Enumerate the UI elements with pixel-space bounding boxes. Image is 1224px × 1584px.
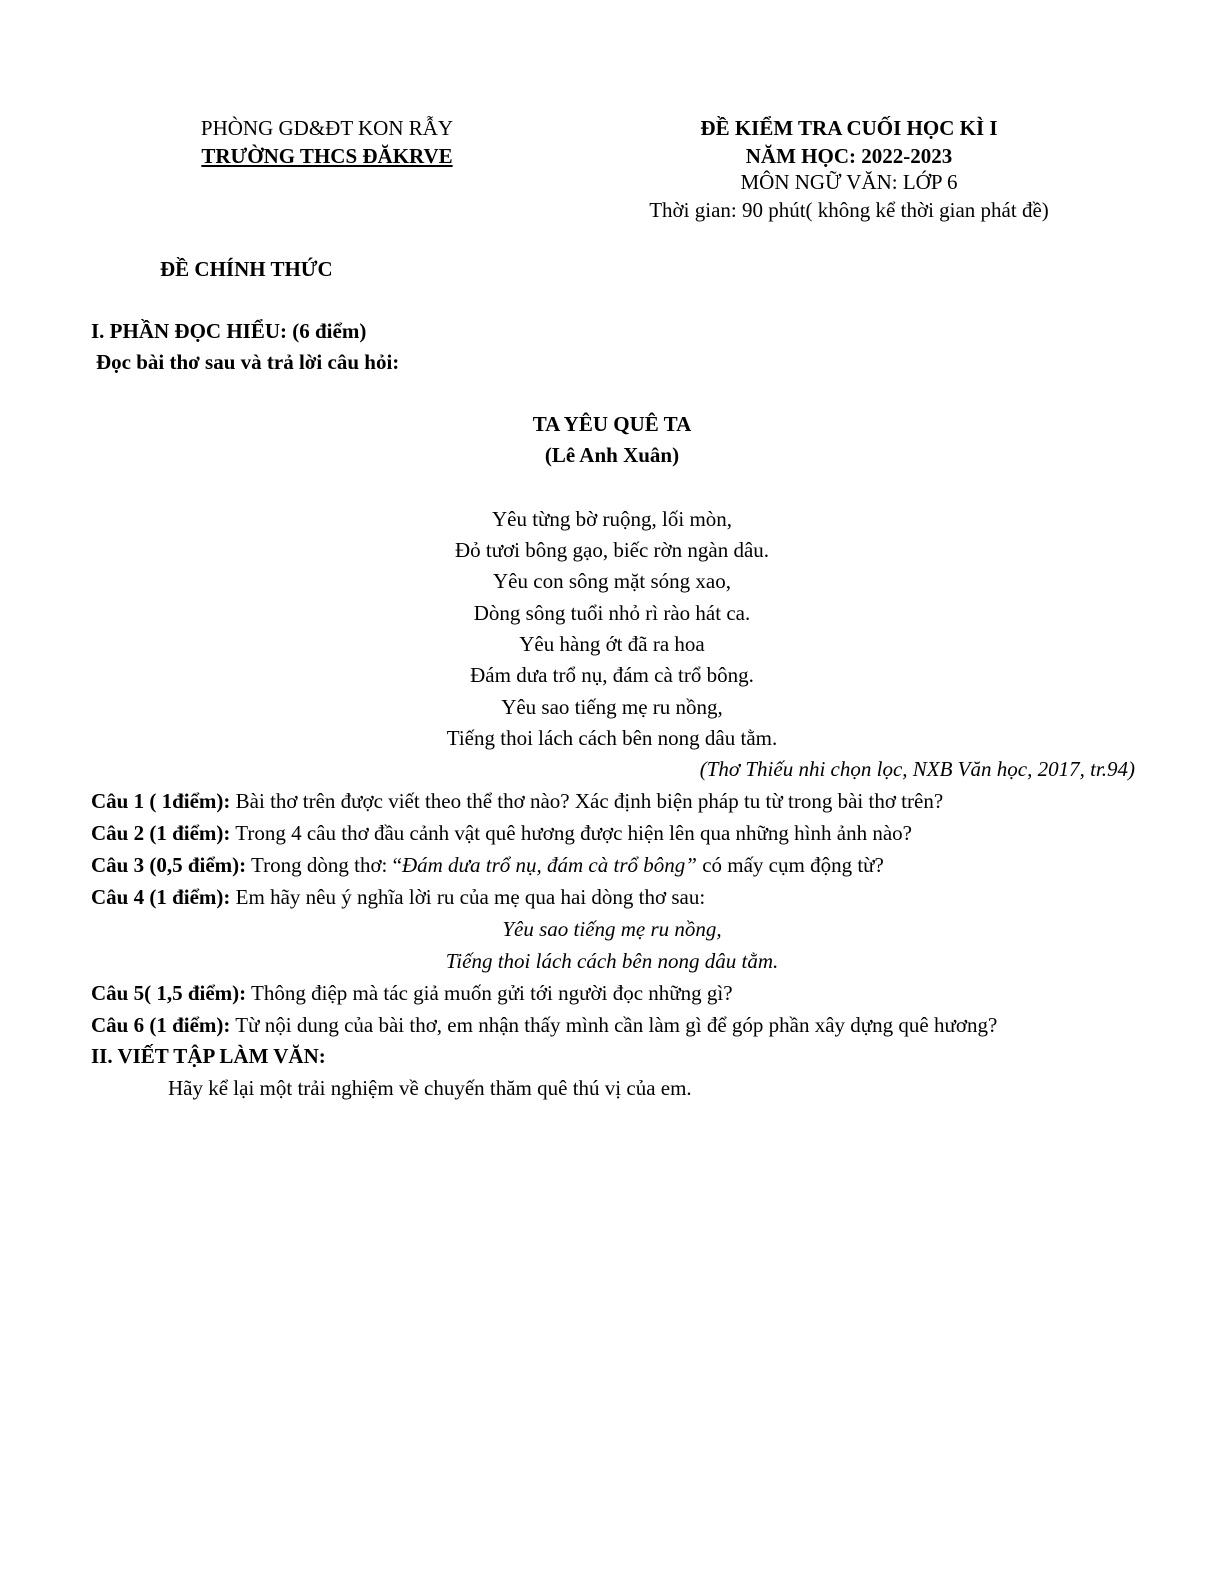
poem-line: Yêu sao tiếng mẹ ru nồng, [501, 695, 723, 719]
poem-title: TA YÊU QUÊ TA [532, 412, 692, 436]
question-5 [91, 981, 733, 1006]
exam-duration: Thời gian: 90 phút( không kể thời gian phát đề) [649, 198, 1049, 222]
question-text: Em hãy nêu ý nghĩa lời ru của mẹ qua hai dòng thơ sau: [230, 885, 706, 909]
exam-title: ĐỀ KIỂM TRA CUỐI HỌC KÌ I [700, 116, 998, 140]
part1-instruction: Đọc bài thơ sau và trả lời câu hỏi: [96, 350, 400, 374]
part2-heading: II. VIẾT TẬP LÀM VĂN: [91, 1044, 326, 1068]
part1-heading: I. PHẦN ĐỌC HIỂU: (6 điểm) [91, 319, 367, 343]
question-label: Câu 6 (1 điểm): [91, 1013, 231, 1037]
question-label: Câu 5( 1,5 điểm): [91, 981, 247, 1005]
question-label: Câu 1 ( 1điểm): [91, 789, 231, 813]
question-text: có mấy cụm động từ? [696, 853, 884, 877]
question-label: Câu 4 (1 điểm): [91, 885, 231, 909]
poem-line: Yêu hàng ớt đã ra hoa [519, 632, 705, 656]
question-4-quote-line: Yêu sao tiếng mẹ ru nồng, [502, 917, 722, 941]
question-2 [91, 821, 912, 846]
poem-line: Yêu từng bờ ruộng, lối mòn, [491, 507, 733, 531]
poem-line: Tiếng thoi lách cách bên nong dâu tằm. [446, 726, 778, 750]
question-label: Câu 3 (0,5 điểm): [91, 853, 247, 877]
poem-author: (Lê Anh Xuân) [544, 443, 680, 467]
poem-line: Đỏ tươi bông gạo, biếc rờn ngàn dâu. [454, 538, 770, 562]
question-4-quote-line: Tiếng thoi lách cách bên nong dâu tằm. [445, 949, 779, 973]
question-text: Trong 4 câu thơ đầu cảnh vật quê hương được hiện lên qua những hình ảnh nào? [230, 821, 912, 845]
question-text: Trong dòng thơ: “ [246, 853, 402, 877]
question-6 [91, 1013, 997, 1038]
part2-prompt: Hãy kể lại một trải nghiệm về chuyến thăm quê thú vị của em. [168, 1076, 692, 1100]
question-quote: Đám dưa trổ nụ, đám cà trổ bông” [401, 853, 697, 877]
poem-line: Yêu con sông mặt sóng xao, [493, 569, 731, 593]
department-name: PHÒNG GD&ĐT KON RẪY [200, 116, 454, 140]
official-label: ĐỀ CHÍNH THỨC [160, 257, 333, 281]
poem-line: Dòng sông tuổi nhỏ rì rào hát ca. [473, 601, 751, 625]
question-text: Bài thơ trên được viết theo thể thơ nào? Xác định biện pháp tu từ trong bài thơ trên? [230, 789, 944, 813]
question-text: Thông điệp mà tác giả muốn gửi tới người đọc những gì? [246, 981, 733, 1005]
question-1 [91, 789, 943, 814]
school-year: NĂM HỌC: 2022-2023 [745, 144, 953, 168]
question-text: Từ nội dung của bài thơ, em nhận thấy mình cần làm gì để góp phần xây dựng quê hương? [230, 1013, 998, 1037]
subject: MÔN NGỮ VĂN: LỚP 6 [740, 170, 958, 194]
question-4 [91, 885, 705, 910]
poem-source: (Thơ Thiếu nhi chọn lọc, NXB Văn học, 2017, tr.94) [699, 757, 1135, 781]
poem-line: Đám dưa trổ nụ, đám cà trổ bông. [470, 663, 754, 687]
question-3 [91, 853, 884, 878]
question-label: Câu 2 (1 điểm): [91, 821, 231, 845]
school-name: TRƯỜNG THCS ĐĂKRVE [201, 144, 453, 168]
